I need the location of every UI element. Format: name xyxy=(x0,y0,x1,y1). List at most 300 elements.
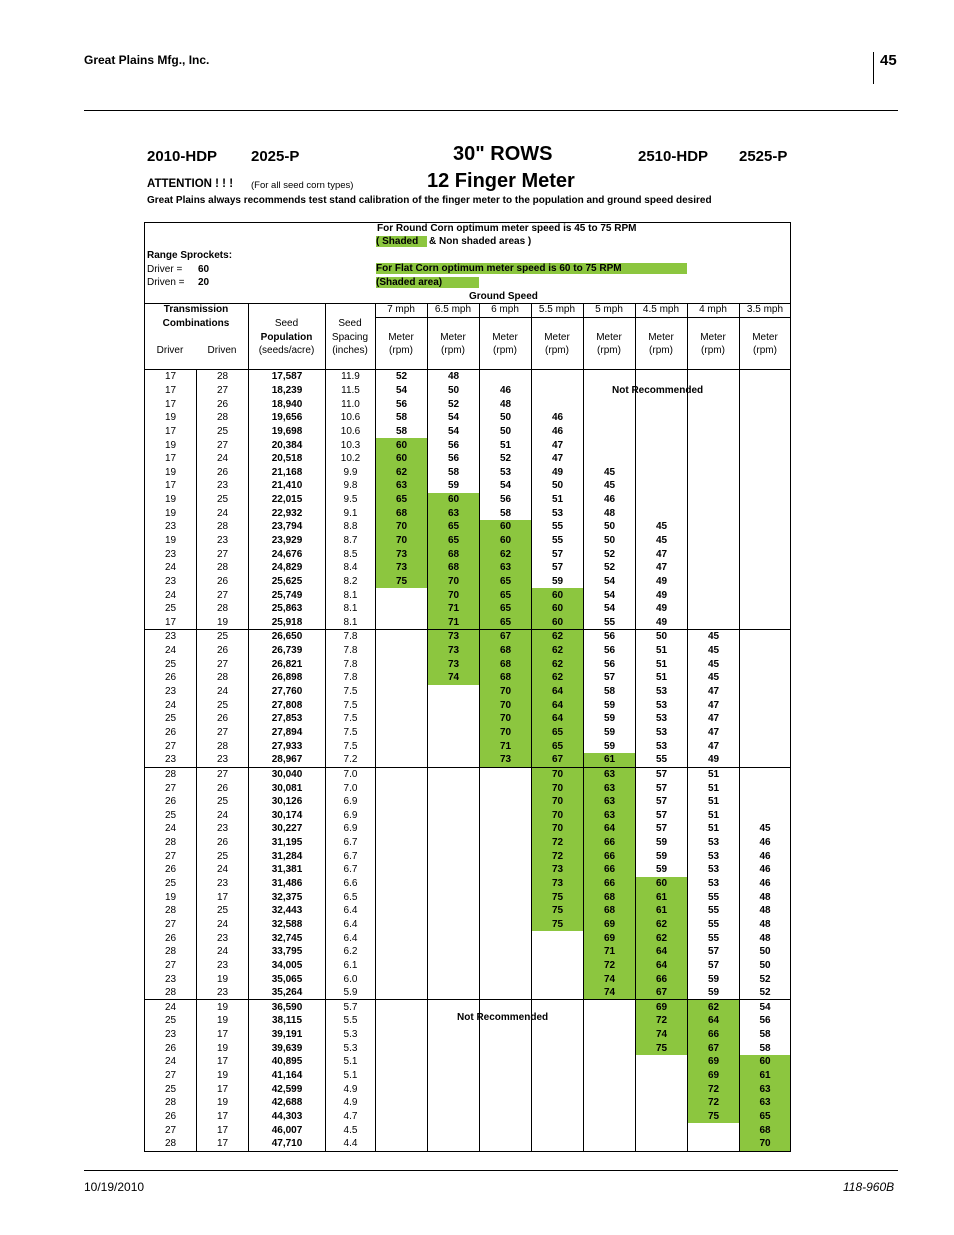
table-cell: 19 xyxy=(145,534,197,548)
table-cell xyxy=(740,657,791,671)
table-cell xyxy=(480,822,532,836)
table-cell xyxy=(428,1041,480,1055)
table-row xyxy=(145,1055,791,1069)
table-cell: 26 xyxy=(145,795,197,809)
speed-header: 5 mph xyxy=(595,304,623,315)
round-corn-note: For Round Corn optimum meter speed is 45 to 75 RPM xyxy=(377,223,637,234)
table-cell xyxy=(532,397,584,411)
table-row xyxy=(145,986,791,1000)
table-cell: 24,676 xyxy=(249,547,326,561)
table-cell: 23 xyxy=(145,753,197,767)
table-cell: 64 xyxy=(636,945,688,959)
table-cell: 7.5 xyxy=(326,712,376,726)
table-cell: 60 xyxy=(376,452,428,466)
table-cell xyxy=(636,370,688,384)
table-cell xyxy=(584,1137,636,1151)
table-cell: 7.0 xyxy=(326,781,376,795)
model-label-1: 2010-HDP xyxy=(147,148,218,165)
table-cell: 34,005 xyxy=(249,959,326,973)
table-cell: 25 xyxy=(145,1082,197,1096)
table-cell: 69 xyxy=(636,1000,688,1014)
table-cell xyxy=(688,616,740,630)
table-cell xyxy=(740,425,791,439)
table-cell: 23 xyxy=(145,547,197,561)
table-cell: 58 xyxy=(740,1041,791,1055)
table-cell: 24 xyxy=(197,945,249,959)
table-cell: 21,410 xyxy=(249,479,326,493)
header-divider-line xyxy=(583,303,584,369)
table-cell: 66 xyxy=(584,877,636,891)
table-cell: 55 xyxy=(688,890,740,904)
table-cell: 57 xyxy=(532,547,584,561)
table-cell xyxy=(688,588,740,602)
table-cell: 64 xyxy=(688,1014,740,1028)
table-cell xyxy=(480,836,532,850)
table-cell: 25 xyxy=(145,809,197,823)
table-row xyxy=(145,753,791,767)
table-cell xyxy=(376,795,428,809)
table-cell xyxy=(740,534,791,548)
table-cell: 6.2 xyxy=(326,945,376,959)
table-cell: 27 xyxy=(197,588,249,602)
table-row xyxy=(145,972,791,986)
table-cell: 30,227 xyxy=(249,822,326,836)
table-cell xyxy=(428,685,480,699)
table-cell: 56 xyxy=(376,397,428,411)
table-cell: 25,749 xyxy=(249,588,326,602)
table-cell: 54 xyxy=(740,1000,791,1014)
table-cell xyxy=(636,452,688,466)
table-cell xyxy=(480,877,532,891)
table-cell: 6.7 xyxy=(326,849,376,863)
table-cell: 5.7 xyxy=(326,1000,376,1014)
table-cell: 19 xyxy=(145,506,197,520)
table-row xyxy=(145,1096,791,1110)
table-cell: 23 xyxy=(145,575,197,589)
table-cell: 49 xyxy=(636,602,688,616)
table-cell xyxy=(480,795,532,809)
table-cell: 7.0 xyxy=(326,767,376,781)
table-cell xyxy=(584,1000,636,1014)
not-recommended-bottom: Not Recommended xyxy=(457,1012,549,1023)
table-cell xyxy=(584,397,636,411)
table-cell: 45 xyxy=(688,657,740,671)
table-cell: 64 xyxy=(532,685,584,699)
table-cell: 60 xyxy=(480,520,532,534)
table-cell: 23 xyxy=(197,534,249,548)
header-divider-line xyxy=(635,303,636,369)
table-cell xyxy=(740,644,791,658)
table-cell: 55 xyxy=(532,534,584,548)
table-cell xyxy=(480,945,532,959)
table-cell: 28 xyxy=(197,671,249,685)
company-name: Great Plains Mfg., Inc. xyxy=(84,53,210,67)
table-cell: 27,894 xyxy=(249,726,326,740)
table-cell: 7.5 xyxy=(326,726,376,740)
rpm-header: (rpm) xyxy=(701,345,725,356)
rpm-header: (rpm) xyxy=(441,345,465,356)
header-divider-line xyxy=(325,303,326,369)
table-cell: 60 xyxy=(636,877,688,891)
table-row xyxy=(145,575,791,589)
table-cell: 61 xyxy=(636,904,688,918)
table-cell: 68 xyxy=(480,644,532,658)
table-cell: 58 xyxy=(376,411,428,425)
table-cell: 28,967 xyxy=(249,753,326,767)
header-divider-line xyxy=(687,303,688,369)
table-cell xyxy=(480,1096,532,1110)
rpm-header: (rpm) xyxy=(545,345,569,356)
table-cell: 23 xyxy=(197,877,249,891)
table-cell: 56 xyxy=(584,630,636,644)
table-cell: 57 xyxy=(532,561,584,575)
table-cell: 49 xyxy=(688,753,740,767)
table-cell: 57 xyxy=(636,822,688,836)
table-cell xyxy=(688,397,740,411)
shaded-legend: ( Shaded xyxy=(376,236,427,247)
table-cell: 56 xyxy=(584,657,636,671)
table-cell: 67 xyxy=(688,1041,740,1055)
table-cell xyxy=(740,671,791,685)
table-cell xyxy=(376,588,428,602)
table-cell: 70 xyxy=(376,534,428,548)
table-cell: 42,599 xyxy=(249,1082,326,1096)
table-cell: 27 xyxy=(145,1069,197,1083)
table-cell xyxy=(740,493,791,507)
table-cell: 52 xyxy=(584,547,636,561)
chart-subtitle: 12 Finger Meter xyxy=(427,170,575,192)
table-cell: 26 xyxy=(197,575,249,589)
inches-header: (inches) xyxy=(332,345,368,356)
table-cell: 20,384 xyxy=(249,438,326,452)
table-cell: 58 xyxy=(428,465,480,479)
table-cell: 72 xyxy=(688,1096,740,1110)
table-cell: 53 xyxy=(636,685,688,699)
table-cell xyxy=(740,370,791,384)
table-cell xyxy=(428,739,480,753)
header-divider-line xyxy=(375,303,376,369)
table-cell: 71 xyxy=(428,616,480,630)
table-cell: 30,126 xyxy=(249,795,326,809)
table-cell: 45 xyxy=(688,671,740,685)
table-cell: 17 xyxy=(145,397,197,411)
header-divider-line xyxy=(427,303,428,369)
table-cell: 27 xyxy=(197,657,249,671)
rpm-header: (rpm) xyxy=(389,345,413,356)
table-cell: 23 xyxy=(145,972,197,986)
speed-header: 4 mph xyxy=(699,304,727,315)
table-cell: 17,587 xyxy=(249,370,326,384)
table-cell: 66 xyxy=(584,836,636,850)
table-cell: 69 xyxy=(688,1069,740,1083)
table-cell xyxy=(428,945,480,959)
table-cell: 59 xyxy=(584,739,636,753)
table-cell: 55 xyxy=(532,520,584,534)
table-cell: 45 xyxy=(688,630,740,644)
table-row xyxy=(145,904,791,918)
table-cell: 23 xyxy=(145,630,197,644)
table-cell: 46 xyxy=(480,384,532,398)
table-cell: 7.8 xyxy=(326,671,376,685)
table-cell xyxy=(428,904,480,918)
table-cell: 6.9 xyxy=(326,809,376,823)
table-cell xyxy=(428,1069,480,1083)
table-cell: 22,015 xyxy=(249,493,326,507)
table-cell xyxy=(740,384,791,398)
table-cell: 25 xyxy=(145,712,197,726)
table-cell: 47 xyxy=(532,452,584,466)
table-cell xyxy=(584,1096,636,1110)
table-row xyxy=(145,767,791,781)
table-cell: 5.1 xyxy=(326,1055,376,1069)
table-cell: 75 xyxy=(688,1110,740,1124)
table-row xyxy=(145,918,791,932)
table-cell: 54 xyxy=(428,425,480,439)
table-cell: 26 xyxy=(197,712,249,726)
table-cell: 31,486 xyxy=(249,877,326,891)
table-cell: 62 xyxy=(480,547,532,561)
table-cell: 46 xyxy=(584,493,636,507)
table-cell: 75 xyxy=(376,575,428,589)
table-cell: 58 xyxy=(480,506,532,520)
table-row xyxy=(145,644,791,658)
table-cell: 19 xyxy=(197,972,249,986)
table-cell: 45 xyxy=(636,534,688,548)
table-cell xyxy=(740,452,791,466)
table-cell: 7.5 xyxy=(326,698,376,712)
table-cell: 50 xyxy=(428,384,480,398)
table-cell xyxy=(532,1028,584,1042)
table-cell: 57 xyxy=(584,671,636,685)
table-cell: 73 xyxy=(428,644,480,658)
table-cell: 25 xyxy=(197,630,249,644)
table-cell: 58 xyxy=(376,425,428,439)
table-cell: 17 xyxy=(145,616,197,630)
table-cell: 24 xyxy=(197,506,249,520)
table-cell xyxy=(480,986,532,1000)
table-cell: 27 xyxy=(145,849,197,863)
table-cell: 48 xyxy=(428,370,480,384)
table-cell: 59 xyxy=(688,972,740,986)
table-cell: 4.5 xyxy=(326,1123,376,1137)
meter-header: Meter xyxy=(492,332,518,343)
table-cell xyxy=(376,986,428,1000)
speed-header: 4.5 mph xyxy=(642,304,680,315)
table-cell: 19 xyxy=(197,1069,249,1083)
table-cell: 19 xyxy=(145,890,197,904)
table-row xyxy=(145,520,791,534)
table-cell xyxy=(688,506,740,520)
speed-header: 7 mph xyxy=(387,304,415,315)
table-cell xyxy=(376,698,428,712)
table-cell xyxy=(428,918,480,932)
table-cell: 24 xyxy=(145,644,197,658)
table-cell xyxy=(636,438,688,452)
table-cell: 68 xyxy=(584,890,636,904)
table-cell: 25,863 xyxy=(249,602,326,616)
table-cell xyxy=(376,1041,428,1055)
table-cell: 66 xyxy=(584,849,636,863)
table-cell xyxy=(740,616,791,630)
table-cell: 62 xyxy=(532,657,584,671)
table-cell: 26,739 xyxy=(249,644,326,658)
table-cell: 60 xyxy=(532,588,584,602)
table-cell xyxy=(532,370,584,384)
table-cell: 54 xyxy=(428,411,480,425)
table-cell: 19,656 xyxy=(249,411,326,425)
table-cell xyxy=(636,1069,688,1083)
model-label-2: 2025-P xyxy=(251,148,300,165)
spacing-header: Spacing xyxy=(331,332,369,343)
table-cell: 6.0 xyxy=(326,972,376,986)
table-cell: 42,688 xyxy=(249,1096,326,1110)
table-cell: 70 xyxy=(480,726,532,740)
table-cell: 62 xyxy=(636,931,688,945)
rpm-header: (rpm) xyxy=(597,345,621,356)
table-cell xyxy=(532,1082,584,1096)
table-cell: 5.9 xyxy=(326,986,376,1000)
table-cell: 5.3 xyxy=(326,1041,376,1055)
table-cell: 28 xyxy=(145,945,197,959)
table-cell: 10.3 xyxy=(326,438,376,452)
table-cell: 26,650 xyxy=(249,630,326,644)
table-cell: 28 xyxy=(145,836,197,850)
table-cell: 25 xyxy=(145,602,197,616)
driver-value: 60 xyxy=(198,264,210,275)
table-cell: 56 xyxy=(740,1014,791,1028)
table-row xyxy=(145,822,791,836)
table-cell: 53 xyxy=(636,739,688,753)
table-cell: 60 xyxy=(740,1055,791,1069)
table-cell xyxy=(584,1123,636,1137)
table-cell: 66 xyxy=(688,1028,740,1042)
table-cell: 10.6 xyxy=(326,425,376,439)
table-cell xyxy=(428,1055,480,1069)
table-cell: 8.5 xyxy=(326,547,376,561)
table-cell: 50 xyxy=(740,945,791,959)
table-cell: 46 xyxy=(740,849,791,863)
table-row xyxy=(145,739,791,753)
table-cell: 28 xyxy=(197,739,249,753)
table-cell: 18,940 xyxy=(249,397,326,411)
table-cell: 19,698 xyxy=(249,425,326,439)
table-cell: 25 xyxy=(197,795,249,809)
table-cell: 24 xyxy=(145,588,197,602)
table-row xyxy=(145,370,791,384)
table-cell: 25 xyxy=(145,657,197,671)
footer-rule xyxy=(84,1170,898,1171)
table-cell xyxy=(376,767,428,781)
table-cell: 32,745 xyxy=(249,931,326,945)
table-cell: 39,639 xyxy=(249,1041,326,1055)
table-cell: 51 xyxy=(480,438,532,452)
table-cell: 4.7 xyxy=(326,1110,376,1124)
table-cell: 62 xyxy=(532,671,584,685)
speed-header: 5.5 mph xyxy=(538,304,576,315)
table-cell: 65 xyxy=(532,739,584,753)
table-cell: 65 xyxy=(532,726,584,740)
table-row xyxy=(145,945,791,959)
rpm-header: (rpm) xyxy=(649,345,673,356)
table-cell xyxy=(688,438,740,452)
table-cell: 8.4 xyxy=(326,561,376,575)
table-cell: 61 xyxy=(584,753,636,767)
table-cell xyxy=(376,1096,428,1110)
table-cell xyxy=(532,1123,584,1137)
table-cell: 62 xyxy=(532,630,584,644)
table-cell xyxy=(480,931,532,945)
table-cell xyxy=(688,465,740,479)
table-cell: 27 xyxy=(197,726,249,740)
table-cell: 36,590 xyxy=(249,1000,326,1014)
table-cell xyxy=(584,1069,636,1083)
table-cell: 59 xyxy=(636,836,688,850)
table-cell: 72 xyxy=(688,1082,740,1096)
table-cell: 8.2 xyxy=(326,575,376,589)
table-cell: 50 xyxy=(480,425,532,439)
table-cell xyxy=(740,438,791,452)
table-cell xyxy=(376,1137,428,1151)
table-cell: 75 xyxy=(532,918,584,932)
table-cell: 10.6 xyxy=(326,411,376,425)
table-cell xyxy=(532,1137,584,1151)
table-cell xyxy=(376,685,428,699)
table-cell: 66 xyxy=(636,972,688,986)
table-row xyxy=(145,1028,791,1042)
table-cell: 70 xyxy=(480,712,532,726)
table-cell: 32,375 xyxy=(249,890,326,904)
chart-title: 30" ROWS xyxy=(453,143,553,165)
table-cell: 17 xyxy=(145,384,197,398)
table-cell xyxy=(584,370,636,384)
table-cell xyxy=(688,575,740,589)
table-cell xyxy=(376,809,428,823)
table-cell: 23 xyxy=(197,931,249,945)
table-cell xyxy=(688,479,740,493)
table-cell: 31,381 xyxy=(249,863,326,877)
table-cell xyxy=(428,836,480,850)
table-cell: 55 xyxy=(688,904,740,918)
table-cell: 41,164 xyxy=(249,1069,326,1083)
header-divider xyxy=(873,52,874,84)
table-cell: 69 xyxy=(584,931,636,945)
table-cell xyxy=(636,479,688,493)
table-cell: 27 xyxy=(197,384,249,398)
table-cell xyxy=(376,849,428,863)
table-cell: 53 xyxy=(480,465,532,479)
table-cell: 53 xyxy=(636,726,688,740)
table-cell xyxy=(636,1096,688,1110)
table-cell xyxy=(740,561,791,575)
calibration-table xyxy=(144,369,791,1152)
table-cell: 56 xyxy=(480,493,532,507)
table-cell xyxy=(376,863,428,877)
table-cell xyxy=(376,890,428,904)
table-row xyxy=(145,411,791,425)
table-cell: 57 xyxy=(636,809,688,823)
table-cell xyxy=(532,1041,584,1055)
table-cell xyxy=(428,863,480,877)
table-cell: 49 xyxy=(636,588,688,602)
table-cell xyxy=(688,534,740,548)
table-cell: 52 xyxy=(428,397,480,411)
table-cell: 60 xyxy=(532,602,584,616)
table-row xyxy=(145,1082,791,1096)
table-cell: 60 xyxy=(376,438,428,452)
table-row xyxy=(145,588,791,602)
table-cell: 4.9 xyxy=(326,1096,376,1110)
table-cell: 65 xyxy=(376,493,428,507)
